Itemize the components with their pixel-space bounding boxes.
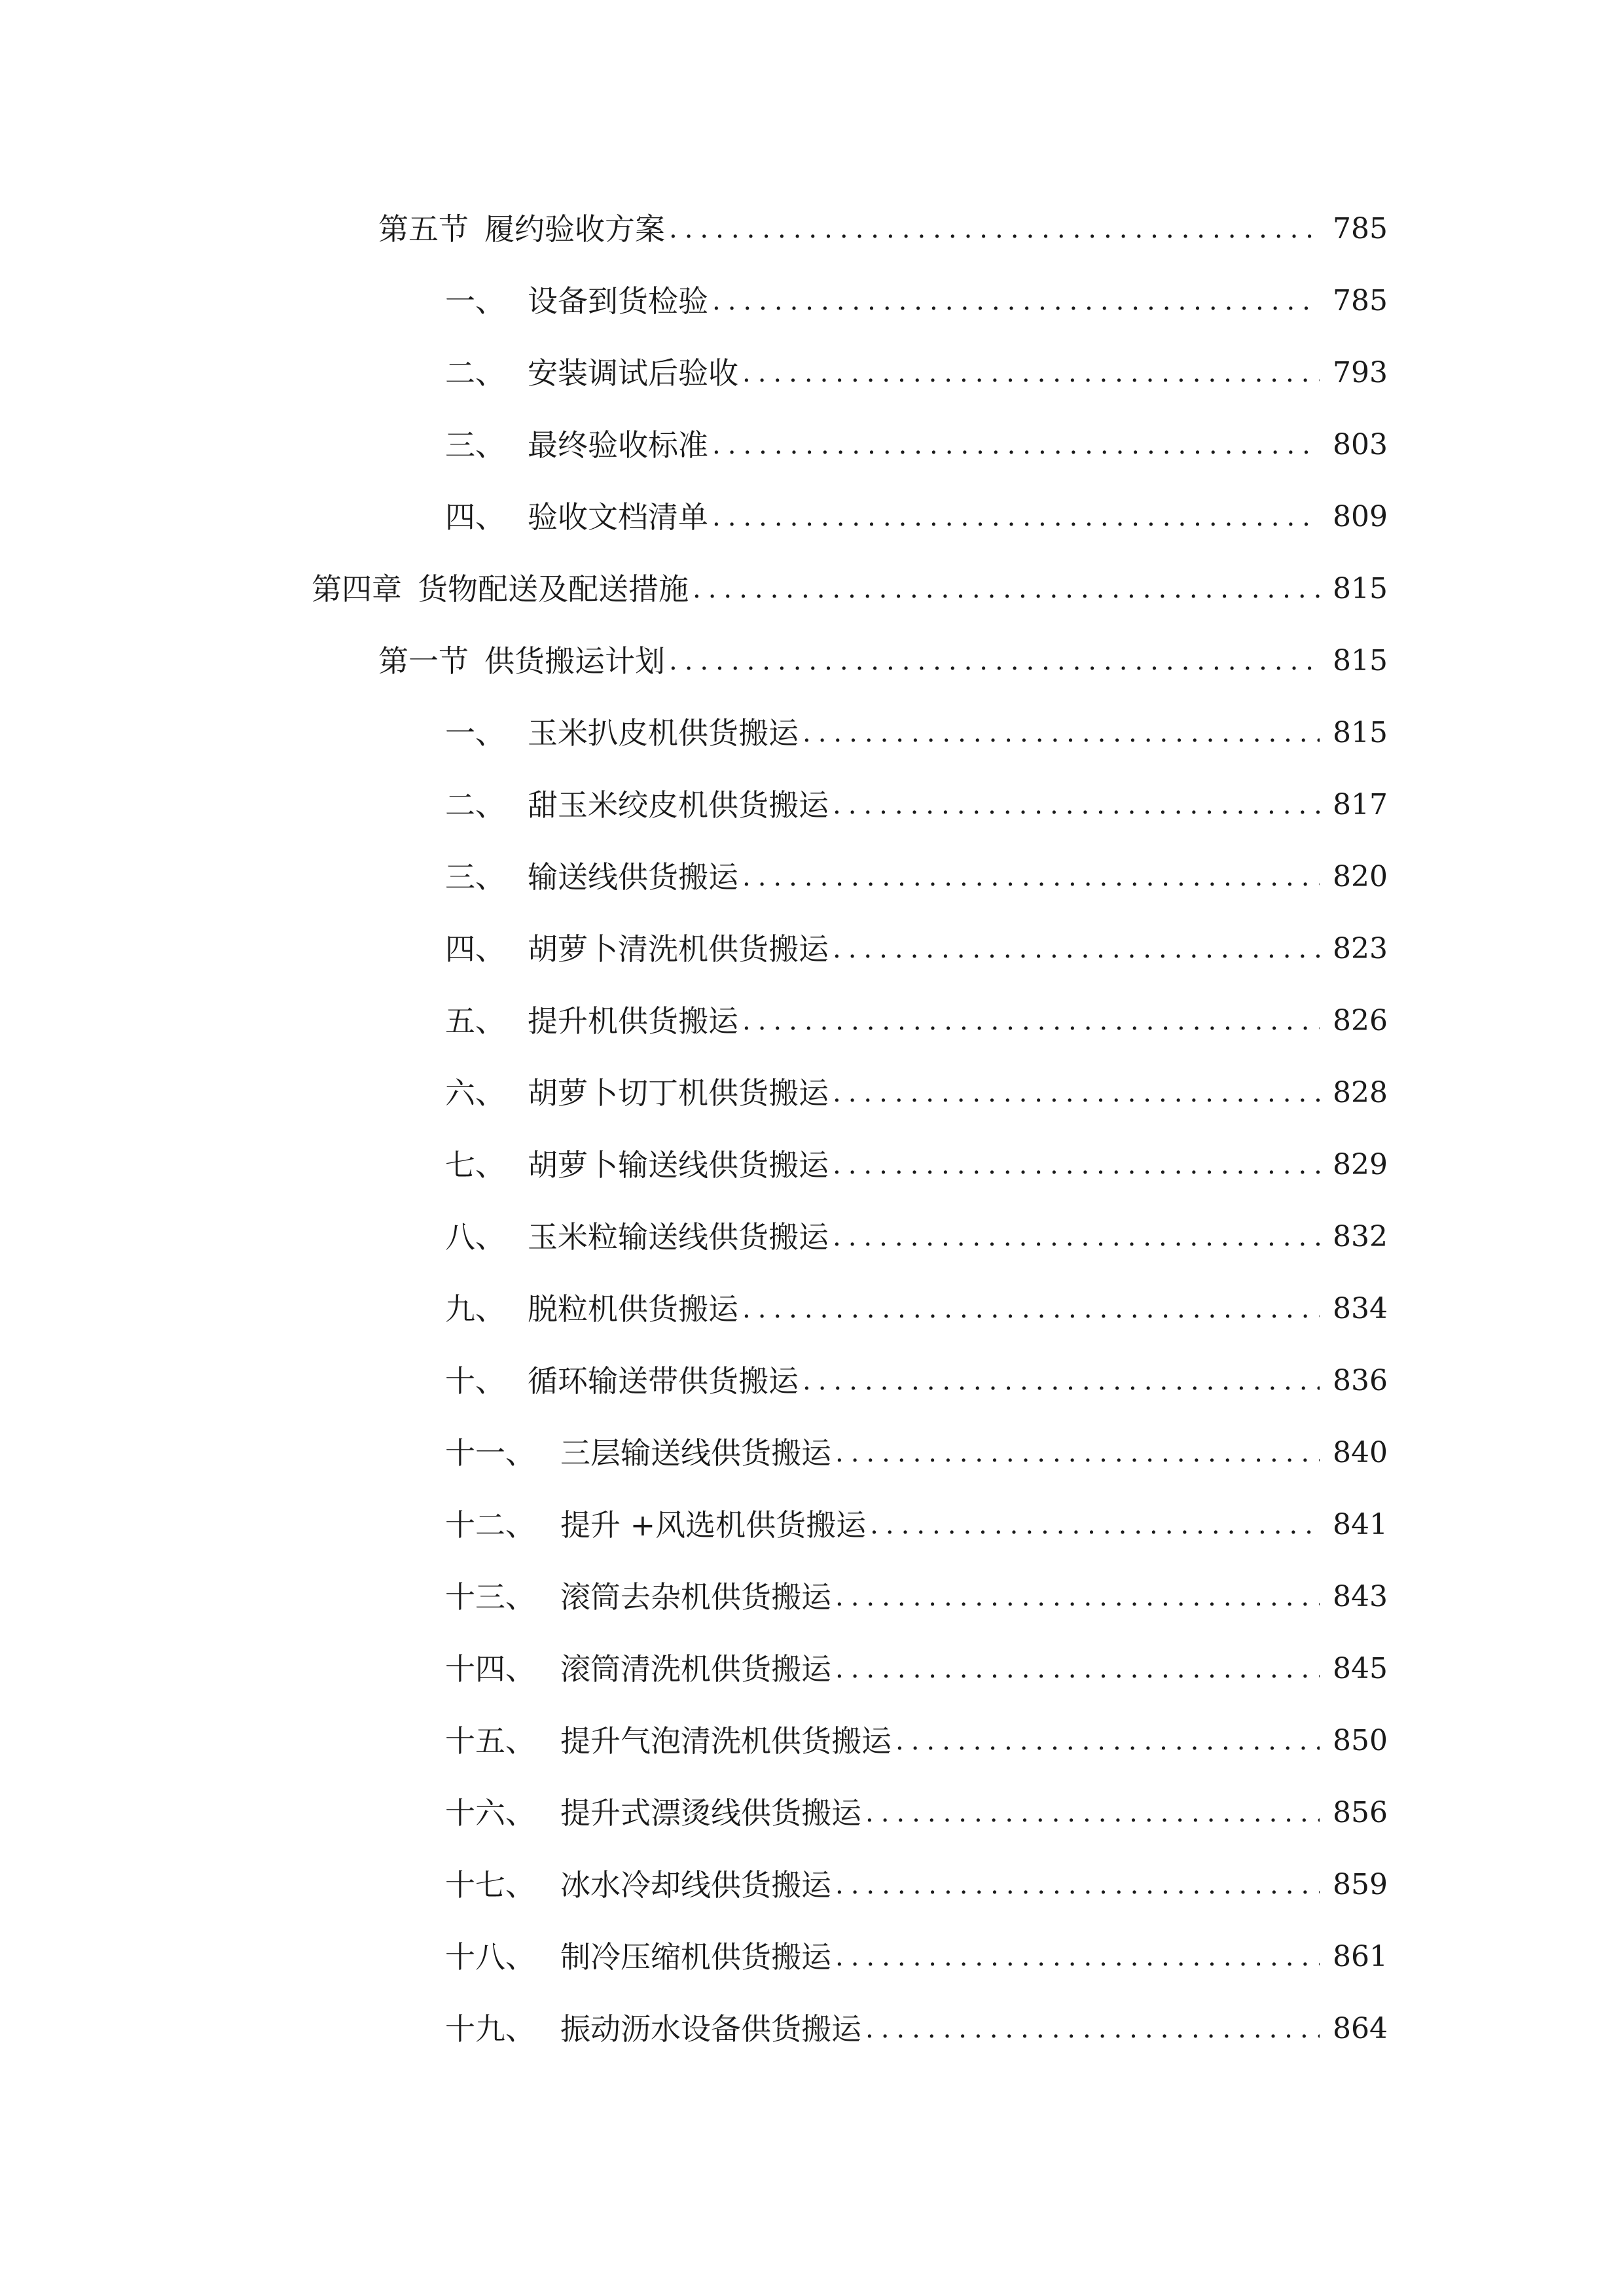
dot-leader bbox=[803, 1355, 1320, 1407]
toc-entry-title: 胡萝卜输送线供货搬运 bbox=[528, 1147, 829, 1183]
toc-entry-title: 提升机供货搬运 bbox=[528, 1003, 738, 1039]
dot-leader bbox=[835, 1859, 1320, 1911]
toc-entry-number: 十九、 bbox=[445, 2011, 535, 2047]
toc-entry-title: 提升气泡清洗机供货搬运 bbox=[560, 1723, 892, 1759]
dot-leader bbox=[712, 419, 1320, 471]
toc-entry-page: 823 bbox=[1333, 932, 1388, 965]
dot-leader bbox=[835, 1571, 1320, 1623]
toc-entry-number: 十六、 bbox=[445, 1795, 535, 1831]
toc-entry-page: 815 bbox=[1333, 716, 1388, 749]
toc-entry-title: 玉米扒皮机供货搬运 bbox=[528, 715, 799, 751]
toc-entry-number: 十五、 bbox=[445, 1723, 535, 1759]
toc-entry-page: 793 bbox=[1333, 356, 1388, 389]
toc-entry-item[interactable] bbox=[445, 1283, 1388, 1335]
toc-entry-page: 785 bbox=[1333, 212, 1388, 245]
toc-entry-title: 履约验收方案 bbox=[484, 211, 665, 247]
toc-entry-section[interactable] bbox=[378, 203, 1388, 255]
toc-entry-page: 850 bbox=[1333, 1724, 1388, 1757]
toc-entry-number: 四、 bbox=[445, 499, 505, 535]
toc-entry-item[interactable] bbox=[445, 1355, 1388, 1407]
toc-entry-title: 三层输送线供货搬运 bbox=[560, 1435, 831, 1471]
toc-entry-title: 验收文档清单 bbox=[528, 499, 708, 535]
toc-entry-page: 845 bbox=[1333, 1652, 1388, 1685]
toc-entry-number: 第一节 bbox=[378, 643, 469, 679]
dot-leader bbox=[669, 635, 1320, 687]
toc-entry-page: 828 bbox=[1333, 1076, 1388, 1109]
dot-leader bbox=[870, 1499, 1320, 1551]
toc-entry-item[interactable] bbox=[445, 1211, 1388, 1263]
dot-leader bbox=[833, 1211, 1320, 1263]
toc-entry-number: 一、 bbox=[445, 283, 505, 319]
dot-leader bbox=[803, 707, 1320, 759]
toc-entry-page: 815 bbox=[1333, 572, 1388, 605]
dot-leader bbox=[865, 2003, 1320, 2055]
toc-entry-item[interactable] bbox=[445, 1931, 1388, 1983]
toc-entry-number: 二、 bbox=[445, 355, 505, 391]
toc-entry-number: 十一、 bbox=[445, 1435, 535, 1471]
toc-entry-title: 振动沥水设备供货搬运 bbox=[560, 2011, 861, 2047]
toc-entry-item[interactable] bbox=[445, 851, 1388, 903]
toc-entry-item[interactable] bbox=[445, 347, 1388, 399]
toc-entry-number: 十、 bbox=[445, 1363, 505, 1399]
toc-entry-title: 输送线供货搬运 bbox=[528, 859, 738, 895]
toc-entry-number: 十七、 bbox=[445, 1867, 535, 1903]
toc-entry-page: 829 bbox=[1333, 1148, 1388, 1181]
toc-entry-page: 861 bbox=[1333, 1940, 1388, 1973]
toc-entry-number: 五、 bbox=[445, 1003, 505, 1039]
toc-entry-section[interactable] bbox=[378, 635, 1388, 687]
toc-entry-chapter[interactable] bbox=[312, 563, 1388, 615]
dot-leader bbox=[742, 851, 1320, 903]
toc-entry-number: 一、 bbox=[445, 715, 505, 751]
dot-leader bbox=[742, 995, 1320, 1047]
toc-entry-number: 十四、 bbox=[445, 1651, 535, 1687]
toc-entry-title: 胡萝卜切丁机供货搬运 bbox=[528, 1075, 829, 1111]
toc-entry-item[interactable] bbox=[445, 923, 1388, 975]
dot-leader bbox=[742, 347, 1320, 399]
toc-entry-item[interactable] bbox=[445, 707, 1388, 759]
toc-entry-item[interactable] bbox=[445, 1499, 1388, 1551]
toc-entry-item[interactable] bbox=[445, 995, 1388, 1047]
toc-entry-title: 设备到货检验 bbox=[528, 283, 708, 319]
toc-entry-page: 836 bbox=[1333, 1364, 1388, 1397]
toc-entry-page: 834 bbox=[1333, 1292, 1388, 1325]
toc-entry-title: 制冷压缩机供货搬运 bbox=[560, 1939, 831, 1975]
toc-entry-page: 785 bbox=[1333, 284, 1388, 317]
toc-entry-title: 提升式漂烫线供货搬运 bbox=[560, 1795, 861, 1831]
dot-leader bbox=[833, 779, 1320, 831]
toc-entry-number: 四、 bbox=[445, 931, 505, 967]
toc-entry-page: 859 bbox=[1333, 1868, 1388, 1901]
toc-entry-title: 循环输送带供货搬运 bbox=[528, 1363, 799, 1399]
toc-entry-title: 滚筒清洗机供货搬运 bbox=[560, 1651, 831, 1687]
toc-entry-item[interactable] bbox=[445, 1427, 1388, 1479]
toc-entry-page: 864 bbox=[1333, 2012, 1388, 2045]
toc-entry-item[interactable] bbox=[445, 1139, 1388, 1191]
toc-entry-page: 832 bbox=[1333, 1220, 1388, 1253]
dot-leader bbox=[895, 1715, 1320, 1767]
dot-leader bbox=[835, 1427, 1320, 1479]
toc-entry-number: 十三、 bbox=[445, 1579, 535, 1615]
toc-entry-item[interactable] bbox=[445, 419, 1388, 471]
dot-leader bbox=[865, 1787, 1320, 1839]
toc-entry-title: 供货搬运计划 bbox=[484, 643, 665, 679]
toc-entry-item[interactable] bbox=[445, 1787, 1388, 1839]
toc-entry-item[interactable] bbox=[445, 1571, 1388, 1623]
dot-leader bbox=[669, 203, 1320, 255]
toc-entry-item[interactable] bbox=[445, 1067, 1388, 1119]
toc-entry-page: 841 bbox=[1333, 1508, 1388, 1541]
dot-leader bbox=[833, 1067, 1320, 1119]
toc-entry-number: 七、 bbox=[445, 1147, 505, 1183]
dot-leader bbox=[742, 1283, 1320, 1335]
dot-leader bbox=[835, 1643, 1320, 1695]
toc-entry-number: 二、 bbox=[445, 787, 505, 823]
dot-leader bbox=[833, 923, 1320, 975]
toc-entry-number: 三、 bbox=[445, 427, 505, 463]
toc-entry-number: 八、 bbox=[445, 1219, 505, 1255]
toc-entry-page: 826 bbox=[1333, 1004, 1388, 1037]
dot-leader bbox=[835, 1931, 1320, 1983]
toc-entry-number: 三、 bbox=[445, 859, 505, 895]
toc-entry-title: 安装调试后验收 bbox=[528, 355, 738, 391]
toc-entry-page: 820 bbox=[1333, 860, 1388, 893]
toc-entry-item[interactable] bbox=[445, 275, 1388, 327]
dot-leader bbox=[693, 563, 1320, 615]
dot-leader bbox=[712, 275, 1320, 327]
toc-entry-page: 843 bbox=[1333, 1580, 1388, 1613]
toc-entry-item[interactable] bbox=[445, 1715, 1388, 1767]
toc-entry-title: 胡萝卜清洗机供货搬运 bbox=[528, 931, 829, 967]
toc-entry-number: 九、 bbox=[445, 1291, 505, 1327]
toc-entry-title: 滚筒去杂机供货搬运 bbox=[560, 1579, 831, 1615]
toc-entry-title: 脱粒机供货搬运 bbox=[528, 1291, 738, 1327]
toc-entry-item[interactable] bbox=[445, 2003, 1388, 2055]
toc-entry-title: 提升 +风选机供货搬运 bbox=[560, 1507, 867, 1543]
toc-entry-title: 货物配送及配送措施 bbox=[418, 571, 689, 607]
toc-entry-title: 最终验收标准 bbox=[528, 427, 708, 463]
toc-entry-page: 840 bbox=[1333, 1436, 1388, 1469]
toc-entry-title: 冰水冷却线供货搬运 bbox=[560, 1867, 831, 1903]
toc-entry-item[interactable] bbox=[445, 1643, 1388, 1695]
toc-entry-page: 817 bbox=[1333, 788, 1388, 821]
toc-entry-title: 玉米粒输送线供货搬运 bbox=[528, 1219, 829, 1255]
toc-entry-item[interactable] bbox=[445, 1859, 1388, 1911]
toc-entry-page: 803 bbox=[1333, 428, 1388, 461]
toc-entry-number: 六、 bbox=[445, 1075, 505, 1111]
toc-entry-title: 甜玉米绞皮机供货搬运 bbox=[528, 787, 829, 823]
toc-entry-number: 十二、 bbox=[445, 1507, 535, 1543]
dot-leader bbox=[833, 1139, 1320, 1191]
toc-entry-item[interactable] bbox=[445, 491, 1388, 543]
toc-entry-item[interactable] bbox=[445, 779, 1388, 831]
toc-entry-number: 第五节 bbox=[378, 211, 469, 247]
toc-entry-page: 815 bbox=[1333, 644, 1388, 677]
dot-leader bbox=[712, 491, 1320, 543]
toc-entry-number: 第四章 bbox=[312, 571, 402, 607]
toc-entry-page: 809 bbox=[1333, 500, 1388, 533]
toc-entry-number: 十八、 bbox=[445, 1939, 535, 1975]
toc-entry-page: 856 bbox=[1333, 1796, 1388, 1829]
